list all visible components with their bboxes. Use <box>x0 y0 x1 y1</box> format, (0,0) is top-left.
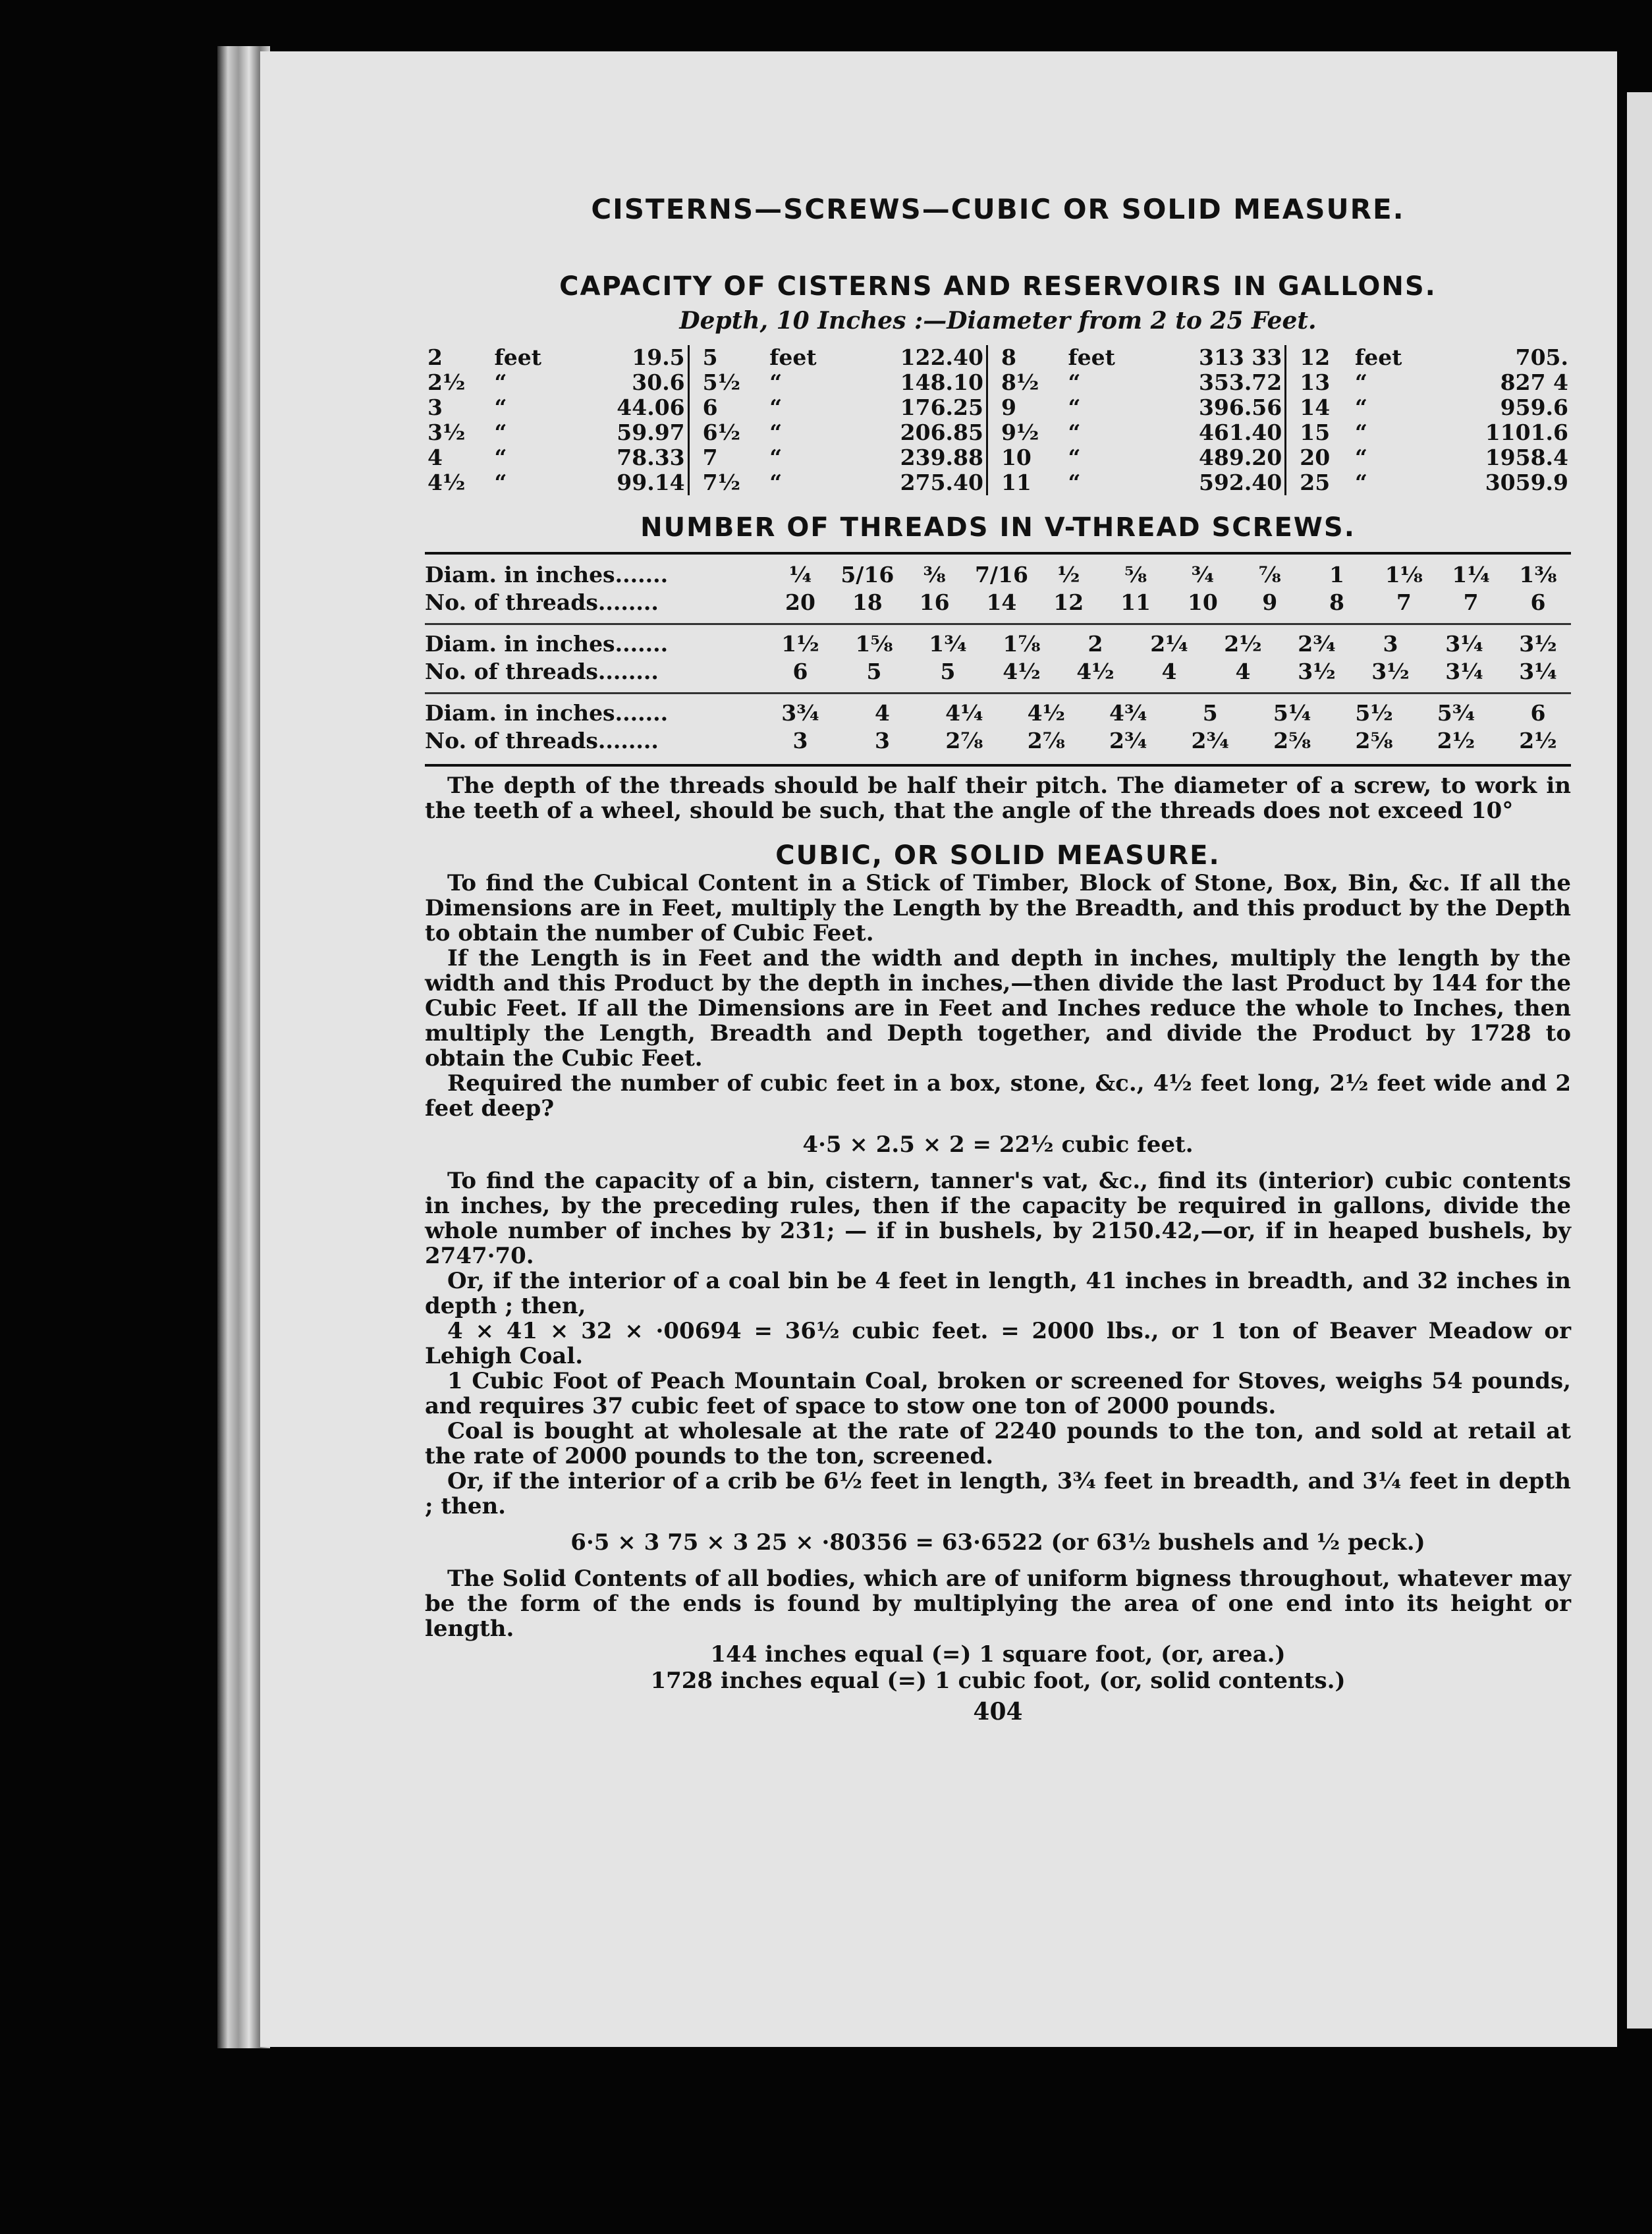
table-cell: “ <box>494 470 507 495</box>
row-label: Diam. in inches....... <box>425 700 669 726</box>
column-separator <box>1286 445 1298 470</box>
table-cell: 7/16 <box>974 562 1028 587</box>
row-values <box>767 561 1571 589</box>
table-cell: 206.85 <box>900 420 983 445</box>
column-separator <box>1286 345 1298 370</box>
table-cell: 11 <box>1001 470 1032 495</box>
table-cell: 16 <box>919 589 950 615</box>
table-cell: 1¾ <box>929 631 967 657</box>
divider <box>425 692 1571 694</box>
table-cell: 1¼ <box>1452 562 1490 587</box>
table-cell: 1⅝ <box>855 631 893 657</box>
table-cell: 5 <box>1202 700 1218 726</box>
cubic-paragraph: 4 × 41 × 32 × ·00694 = 36½ cubic feet. = 2000 lbs., or 1 ton of Beaver Meadow or Lehigh Coal. <box>425 1318 1571 1369</box>
cubic-title: CUBIC, OR SOLID MEASURE. <box>775 840 1221 871</box>
table-cell: 489.20 <box>1198 445 1282 470</box>
column-separator <box>1286 395 1298 420</box>
table-cell: 2½ <box>1519 728 1557 753</box>
table-cell: 3½ <box>1298 659 1336 684</box>
cubic-paragraph: 1 Cubic Foot of Peach Mountain Coal, broken or screened for Stoves, weighs 54 pounds, and requires 37 cubic feet of space to stow one ton of 2000 pounds. <box>425 1368 1571 1419</box>
table-cell: “ <box>1068 445 1081 470</box>
cubic-paragraph: The Solid Contents of all bodies, which are of uniform bigness throughout, whatever may be the form of the ends is found by multiplying the area of one end into its height or length. <box>425 1566 1571 1642</box>
table-cell: 2 <box>427 344 443 370</box>
cisterns-title: CAPACITY OF CISTERNS AND RESERVOIRS IN GALLONS. <box>559 271 1437 302</box>
table-cell: 4 <box>427 445 443 470</box>
cubic-paragraph: Coal is bought at wholesale at the rate of 2240 pounds to the ton, and sold at retail at the rate of 2000 pounds to the ton, screened. <box>425 1418 1571 1469</box>
column-separator <box>987 470 999 495</box>
table-cell: 353.72 <box>1198 369 1282 395</box>
table-cell: “ <box>1355 470 1367 495</box>
table-cell: 1 <box>1329 562 1344 587</box>
cubic-paragraph: Or, if the interior of a coal bin be 4 feet in length, 41 inches in breadth, and 32 inches in depth ; then, <box>425 1268 1571 1319</box>
table-cell: ⅜ <box>923 562 946 587</box>
cubic-paragraph: Required the number of cubic feet in a box, stone, &c., 4½ feet long, 2½ feet wide and 2 feet deep? <box>425 1070 1571 1122</box>
table-cell: “ <box>769 395 783 420</box>
table-cell: 3½ <box>427 420 466 445</box>
conversion-line: 144 inches equal (=) 1 square foot, (or, area.) <box>710 1641 1286 1668</box>
row-label: No. of threads........ <box>425 659 659 684</box>
table-cell: 1½ <box>781 631 819 657</box>
table-cell: “ <box>1355 369 1367 395</box>
table-cell: “ <box>769 445 783 470</box>
table-cell: ¾ <box>1191 562 1215 587</box>
equation: 4·5 × 2.5 × 2 = 22½ cubic feet. <box>802 1131 1194 1158</box>
screw-threads-row <box>425 589 1571 616</box>
column-separator <box>987 370 999 395</box>
table-cell: 99.14 <box>617 470 685 495</box>
screws-note: The depth of the threads should be half their pitch. The diameter of a screw, to work in the teeth of a wheel, should be such, that the angle of the threads does not exceed 10° <box>425 773 1571 824</box>
table-cell: “ <box>494 420 507 445</box>
table-row <box>425 370 1571 395</box>
row-values <box>767 630 1571 658</box>
table-cell: 3 <box>792 728 808 753</box>
facing-page-edge <box>1627 92 1652 2029</box>
table-cell: “ <box>1068 369 1081 395</box>
table-cell: 6 <box>792 659 808 684</box>
table-cell: 5/16 <box>840 562 895 587</box>
table-cell: 1101.6 <box>1485 420 1568 445</box>
row-values <box>767 727 1571 755</box>
table-cell: 10 <box>1187 589 1218 615</box>
table-cell: 396.56 <box>1198 395 1282 420</box>
table-cell: 2¾ <box>1298 631 1336 657</box>
table-row <box>425 445 1571 470</box>
table-cell: 592.40 <box>1198 470 1282 495</box>
table-cell: 2⅞ <box>1027 728 1065 753</box>
cubic-paragraph: To find the Cubical Content in a Stick of Timber, Block of Stone, Box, Bin, &c. If all the Dimensions are in Feet, multiply the Length by the Breadth, and this product by the Depth to obtain the number of Cubic Feet. <box>425 870 1571 946</box>
table-cell: 3¼ <box>1519 659 1557 684</box>
table-cell: ½ <box>1057 562 1080 587</box>
table-cell: 30.6 <box>632 369 685 395</box>
divider <box>425 764 1571 767</box>
table-cell: 2 <box>1088 631 1103 657</box>
table-cell: 1⅜ <box>1519 562 1557 587</box>
table-cell: feet <box>494 344 541 370</box>
table-cell: 4 <box>1235 659 1251 684</box>
table-cell: 313 33 <box>1198 344 1282 370</box>
screw-diameter-row <box>425 699 1571 727</box>
screw-diameter-row <box>425 630 1571 658</box>
table-cell: 2¾ <box>1191 728 1229 753</box>
table-cell: 1⅞ <box>1003 631 1041 657</box>
divider <box>425 552 1571 555</box>
table-cell: 8 <box>1329 589 1344 615</box>
column-separator <box>688 345 700 370</box>
table-cell: 12 <box>1053 589 1084 615</box>
table-cell: 2¾ <box>1109 728 1147 753</box>
table-cell: 122.40 <box>900 344 983 370</box>
table-cell: 3059.9 <box>1485 470 1568 495</box>
table-cell: feet <box>769 344 817 370</box>
table-row <box>425 395 1571 420</box>
table-cell: 4 <box>1161 659 1177 684</box>
page-content <box>425 193 1571 1726</box>
table-cell: 2¼ <box>1150 631 1188 657</box>
table-cell: “ <box>1355 420 1367 445</box>
divider <box>425 623 1571 625</box>
table-cell: 5 <box>866 659 882 684</box>
table-cell: 15 <box>1300 420 1331 445</box>
table-cell: “ <box>1068 470 1081 495</box>
table-cell: 1958.4 <box>1485 445 1568 470</box>
table-cell: feet <box>1068 344 1115 370</box>
screws-table <box>425 561 1571 755</box>
column-separator <box>987 420 999 445</box>
table-cell: “ <box>769 470 783 495</box>
cisterns-subtitle: Depth, 10 Inches :—Diameter from 2 to 25 Feet. <box>679 307 1317 335</box>
column-separator <box>987 395 999 420</box>
column-separator <box>987 445 999 470</box>
row-values <box>767 699 1571 727</box>
column-separator <box>688 395 700 420</box>
table-cell: 14 <box>986 589 1017 615</box>
table-cell: 2⅞ <box>945 728 983 753</box>
table-cell: 3 <box>874 728 890 753</box>
cubic-paragraph: If the Length is in Feet and the width and depth in inches, multiply the length by the width and this Product by the depth in inches,—then divide the last Product by 144 for the Cubic Feet. If all the Dimensions are in Feet and Inches reduce the whole to Inches, then multiply the Length, Breadth and Depth together, and divide the Product by 1728 to obtain the Cubic Feet. <box>425 945 1571 1072</box>
cisterns-table <box>425 345 1571 495</box>
table-cell: 11 <box>1120 589 1151 615</box>
screw-threads-row <box>425 727 1571 755</box>
column-separator <box>688 445 700 470</box>
table-cell: 3¼ <box>1445 659 1483 684</box>
cubic-paragraph: To find the capacity of a bin, cistern, tanner's vat, &c., find its (interior) cubic contents in inches, by the preceding rules, then if the capacity be required in gallons, divide the whole number of inches by 231; — if in bushels, by 2150.42,—or, if in heaped bushels, by 2747·70. <box>425 1168 1571 1269</box>
row-label: No. of threads........ <box>425 589 659 615</box>
table-cell: “ <box>769 420 783 445</box>
table-cell: 4¾ <box>1109 700 1147 726</box>
table-cell: “ <box>1068 395 1081 420</box>
column-separator <box>1286 420 1298 445</box>
table-cell: 4½ <box>1076 659 1115 684</box>
column-separator <box>987 345 999 370</box>
table-row <box>425 420 1571 445</box>
table-cell: ⅞ <box>1258 562 1281 587</box>
table-cell: 5 <box>940 659 956 684</box>
table-cell: 59.97 <box>617 420 685 445</box>
table-row <box>425 345 1571 370</box>
table-cell: “ <box>1355 395 1367 420</box>
table-cell: 3¾ <box>781 700 819 726</box>
table-cell: 7 <box>1396 589 1412 615</box>
table-cell: 12 <box>1300 344 1331 370</box>
screw-threads-row <box>425 658 1571 686</box>
cubic-paragraph: Or, if the interior of a crib be 6½ feet in length, 3¾ feet in breadth, and 3¼ feet in depth ; then. <box>425 1468 1571 1519</box>
table-cell: ¼ <box>788 562 812 587</box>
table-cell: 5 <box>702 344 718 370</box>
table-cell: 7 <box>1463 589 1479 615</box>
table-cell: 705. <box>1515 344 1568 370</box>
table-cell: 4½ <box>1003 659 1041 684</box>
table-cell: 176.25 <box>900 395 983 420</box>
column-separator <box>688 420 700 445</box>
table-cell: “ <box>494 395 507 420</box>
table-cell: 4½ <box>427 470 466 495</box>
table-cell: 19.5 <box>632 344 685 370</box>
table-cell: 6½ <box>702 420 741 445</box>
table-cell: 20 <box>785 589 815 615</box>
table-cell: 4¼ <box>945 700 983 726</box>
table-cell: 3½ <box>1371 659 1410 684</box>
table-cell: 2⅝ <box>1355 728 1393 753</box>
table-cell: 7 <box>702 445 718 470</box>
table-cell: “ <box>769 369 783 395</box>
table-cell: “ <box>1068 420 1081 445</box>
table-cell: 2½ <box>427 369 466 395</box>
table-cell: 239.88 <box>900 445 983 470</box>
page-title: CISTERNS—SCREWS—CUBIC OR SOLID MEASURE. <box>591 193 1405 225</box>
column-separator <box>1286 470 1298 495</box>
table-cell: 44.06 <box>617 395 685 420</box>
screw-diameter-row <box>425 561 1571 589</box>
table-cell: 20 <box>1300 445 1331 470</box>
row-label: Diam. in inches....... <box>425 631 669 657</box>
table-row <box>425 470 1571 495</box>
table-cell: 78.33 <box>617 445 685 470</box>
table-cell: 3¼ <box>1445 631 1483 657</box>
table-cell: 827 4 <box>1500 369 1568 395</box>
table-cell: 8 <box>1001 344 1016 370</box>
table-cell: ⅝ <box>1124 562 1147 587</box>
table-cell: 9 <box>1001 395 1016 420</box>
table-cell: 5¾ <box>1437 700 1475 726</box>
table-cell: 6 <box>1530 589 1546 615</box>
row-label: No. of threads........ <box>425 728 659 753</box>
table-cell: 9 <box>1262 589 1278 615</box>
table-cell: 6 <box>1530 700 1546 726</box>
table-cell: 6 <box>702 395 718 420</box>
table-cell: 13 <box>1300 369 1331 395</box>
table-cell: 10 <box>1001 445 1032 470</box>
table-cell: 8½ <box>1001 369 1039 395</box>
table-cell: 3½ <box>1519 631 1557 657</box>
row-values <box>767 589 1571 616</box>
table-cell: 4 <box>874 700 890 726</box>
equation: 6·5 × 3 75 × 3 25 × ·80356 = 63·6522 (or 63½ bushels and ½ peck.) <box>570 1529 1425 1556</box>
table-cell: 18 <box>852 589 883 615</box>
table-cell: 14 <box>1300 395 1331 420</box>
table-cell: 5¼ <box>1273 700 1311 726</box>
table-cell: 2½ <box>1437 728 1475 753</box>
table-cell: “ <box>494 369 507 395</box>
table-cell: 3 <box>1383 631 1398 657</box>
table-cell: 1⅛ <box>1385 562 1423 587</box>
column-separator <box>688 370 700 395</box>
table-cell: 461.40 <box>1198 420 1282 445</box>
table-cell: 25 <box>1300 470 1331 495</box>
table-cell: 275.40 <box>900 470 983 495</box>
table-cell: “ <box>494 445 507 470</box>
table-cell: 5½ <box>1355 700 1393 726</box>
table-cell: 5½ <box>702 369 741 395</box>
table-cell: 3 <box>427 395 443 420</box>
conversion-line: 1728 inches equal (=) 1 cubic foot, (or, solid contents.) <box>650 1668 1346 1694</box>
column-separator <box>1286 370 1298 395</box>
screws-title: NUMBER OF THREADS IN V-THREAD SCREWS. <box>640 512 1356 543</box>
table-cell: 959.6 <box>1500 395 1568 420</box>
table-cell: 148.10 <box>900 369 983 395</box>
page-number: 404 <box>973 1698 1023 1726</box>
table-cell: feet <box>1355 344 1402 370</box>
column-separator <box>688 470 700 495</box>
table-cell: “ <box>1355 445 1367 470</box>
book-page <box>260 51 1617 2047</box>
row-values <box>767 658 1571 686</box>
row-label: Diam. in inches....... <box>425 562 669 587</box>
table-cell: 2⅝ <box>1273 728 1311 753</box>
table-cell: 7½ <box>702 470 741 495</box>
table-cell: 9½ <box>1001 420 1039 445</box>
table-cell: 4½ <box>1027 700 1065 726</box>
table-cell: 2½ <box>1224 631 1262 657</box>
